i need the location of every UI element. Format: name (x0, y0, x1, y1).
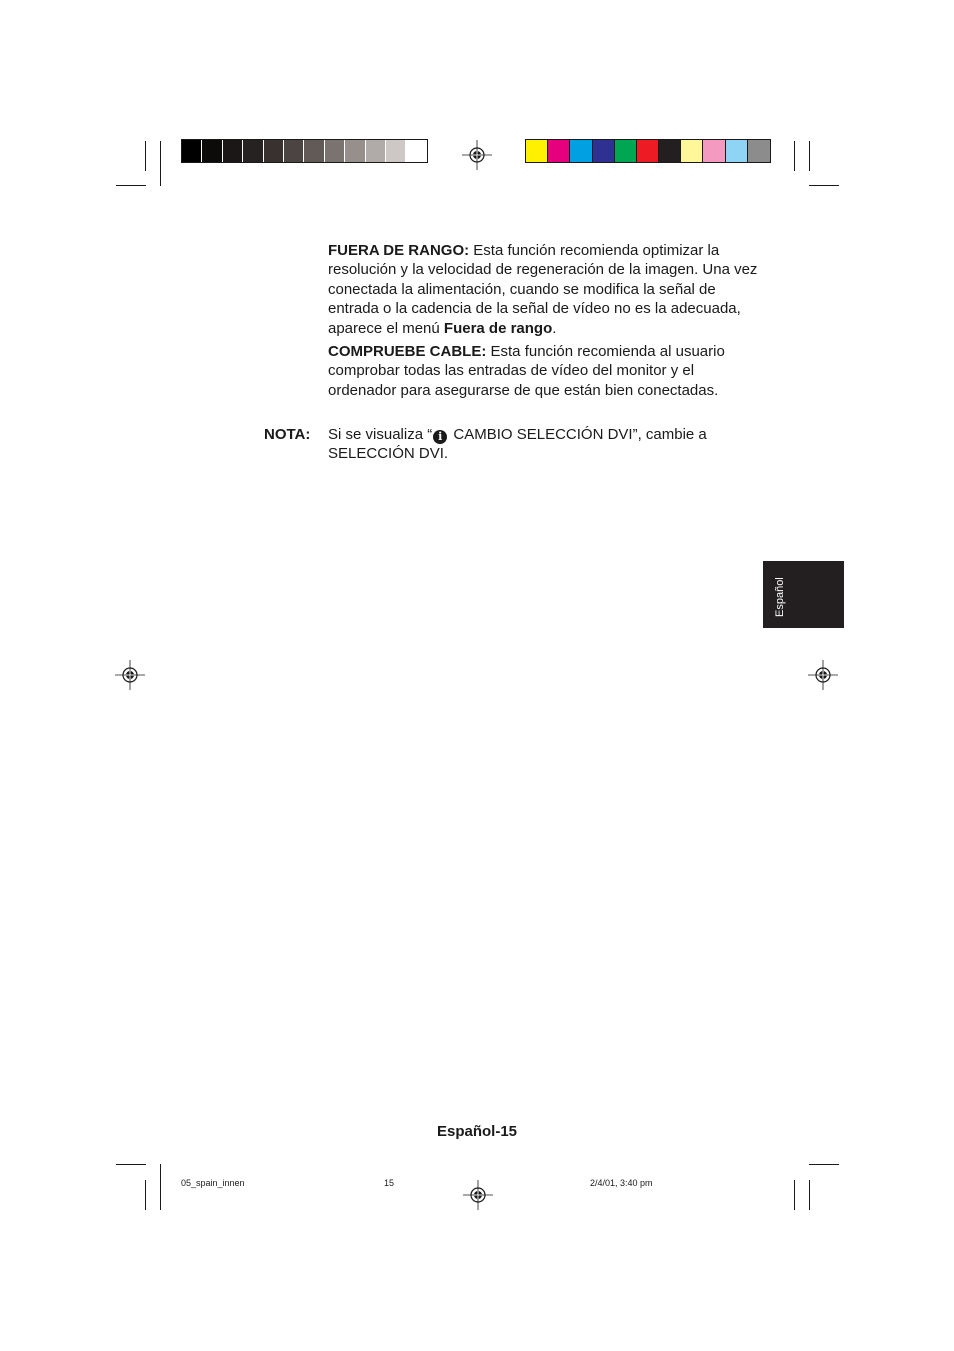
color-swatch (284, 140, 304, 162)
crop-mark (145, 141, 146, 171)
registration-mark-icon (463, 1180, 493, 1210)
color-swatch (304, 140, 324, 162)
registration-mark-icon (462, 140, 492, 170)
grayscale-color-bar (181, 139, 428, 163)
body-text: CAMBIO SELECCIÓN DVI”, cambie a SELECCIÓN DVI. (328, 426, 707, 463)
crop-mark (160, 1164, 161, 1210)
color-swatch (615, 140, 637, 162)
color-swatch (386, 140, 406, 162)
note-label: NOTA: (264, 426, 311, 443)
page-number (0, 1123, 954, 1140)
color-swatch (681, 140, 703, 162)
menu-name: Fuera de rango (443, 319, 553, 337)
crop-mark (116, 185, 146, 186)
body-text: Si se visualiza “ (328, 426, 433, 443)
paragraph-compruebe-cable (328, 342, 758, 400)
color-swatch (526, 140, 548, 162)
crop-mark (809, 141, 810, 171)
crop-mark (809, 1180, 810, 1210)
crop-mark (809, 185, 839, 186)
color-swatch (325, 140, 345, 162)
crop-mark (116, 1164, 146, 1165)
footer-timestamp: 2/4/01, 3:40 pm (590, 1178, 653, 1188)
color-swatch (570, 140, 592, 162)
color-swatch (366, 140, 386, 162)
registration-mark-icon (115, 660, 145, 690)
crop-mark (160, 141, 161, 186)
color-swatch (703, 140, 725, 162)
color-swatch (748, 140, 770, 162)
process-color-bar (525, 139, 771, 163)
color-swatch (182, 140, 202, 162)
color-swatch (243, 140, 263, 162)
paragraph-fuera-de-rango (328, 241, 758, 338)
info-icon: i (433, 430, 447, 444)
term-label: FUERA DE RANGO: (328, 242, 470, 259)
crop-mark (145, 1180, 146, 1210)
body-text: Esta función recomienda optimizar la resolución y la velocidad de regeneración de la imagen. Una vez conectada la alimentación, cuando se modifica la señal de entrada o la cadencia de la señal de vídeo no es la adecuada, aparece el menú (328, 242, 758, 337)
footer-page: 15 (384, 1178, 395, 1188)
body-text: Esta función recomienda al usuario comprobar todas las entradas de vídeo del monitor y el ordenador para asegurarse de que están bien conectadas. (328, 343, 725, 399)
note-text (328, 425, 758, 464)
side-tab-label: Español (774, 577, 786, 617)
footer-filename: 05_spain_innen (181, 1178, 245, 1188)
color-swatch (593, 140, 615, 162)
color-swatch (406, 140, 426, 162)
body-text: . (552, 319, 557, 337)
registration-mark-icon (808, 660, 838, 690)
crop-mark (794, 141, 795, 171)
color-swatch (202, 140, 222, 162)
page-number-text: Español-15 (436, 1123, 518, 1140)
color-swatch (345, 140, 365, 162)
color-swatch (726, 140, 748, 162)
term-label: COMPRUEBE CABLE: (328, 343, 487, 360)
color-swatch (637, 140, 659, 162)
crop-mark (794, 1180, 795, 1210)
color-swatch (223, 140, 243, 162)
color-swatch (264, 140, 284, 162)
color-swatch (659, 140, 681, 162)
crop-mark (809, 1164, 839, 1165)
color-swatch (548, 140, 570, 162)
